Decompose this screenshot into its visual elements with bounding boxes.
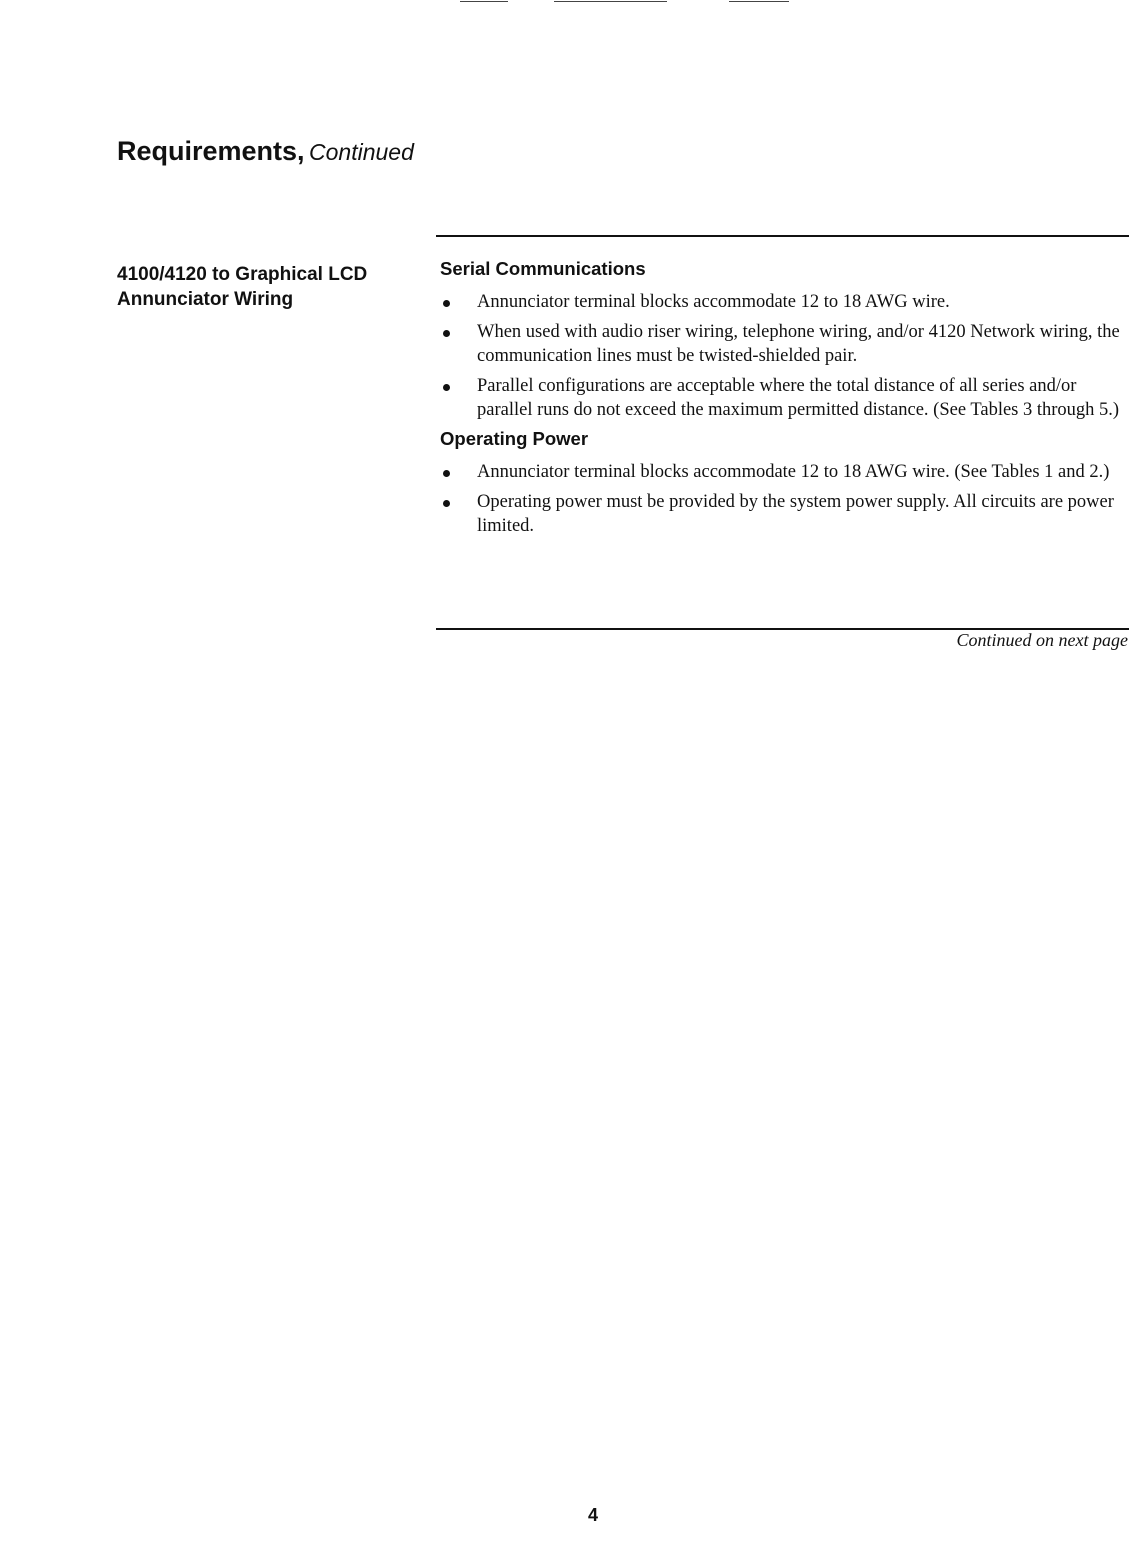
bullet-icon [443, 470, 450, 477]
section-label-line-1: 4100/4120 to Graphical LCD [117, 264, 368, 285]
list-item-text: Annunciator terminal blocks accommodate 12 to 18 AWG wire. [477, 292, 950, 312]
scan-mark-2 [554, 1, 667, 2]
top-rule [436, 235, 1129, 237]
list-item-text: Parallel configurations are acceptable where the total distance of all series and/or parallel runs do not exceed the maximum permitted distance. (See Tables 3 through 5.) [477, 376, 1120, 420]
operating-power-heading: Operating Power [440, 428, 589, 449]
list-item [440, 460, 1126, 484]
page-title-main: Requirements, [117, 136, 305, 166]
list-item-text: Annunciator terminal blocks accommodate 12 to 18 AWG wire. (See Tables 1 and 2.) [477, 462, 1110, 482]
bullet-icon [443, 500, 450, 507]
serial-communications-list [440, 290, 1126, 422]
scan-mark-1 [460, 1, 508, 2]
page-title-continued: Continued [309, 139, 414, 165]
page-title [117, 136, 414, 167]
section-label-line-2: Annunciator Wiring [117, 289, 294, 310]
bullet-icon [443, 330, 450, 337]
list-item [440, 490, 1126, 538]
section-label [117, 262, 417, 312]
list-item-text: When used with audio riser wiring, telephone wiring, and/or 4120 Network wiring, the communication lines must be twisted-shielded pair. [477, 322, 1120, 366]
operating-power-list [440, 460, 1126, 538]
continued-note: Continued on next page [956, 630, 1128, 650]
list-item-text: Operating power must be provided by the system power supply. All circuits are power limited. [477, 492, 1114, 536]
serial-communications-heading: Serial Communications [440, 258, 646, 279]
page-number: 4 [587, 1505, 598, 1525]
scan-mark-3 [729, 1, 789, 2]
bullet-icon [443, 300, 450, 307]
list-item [440, 290, 1126, 314]
list-item [440, 320, 1126, 368]
list-item [440, 374, 1126, 422]
section-content [440, 258, 1126, 544]
bullet-icon [443, 384, 450, 391]
